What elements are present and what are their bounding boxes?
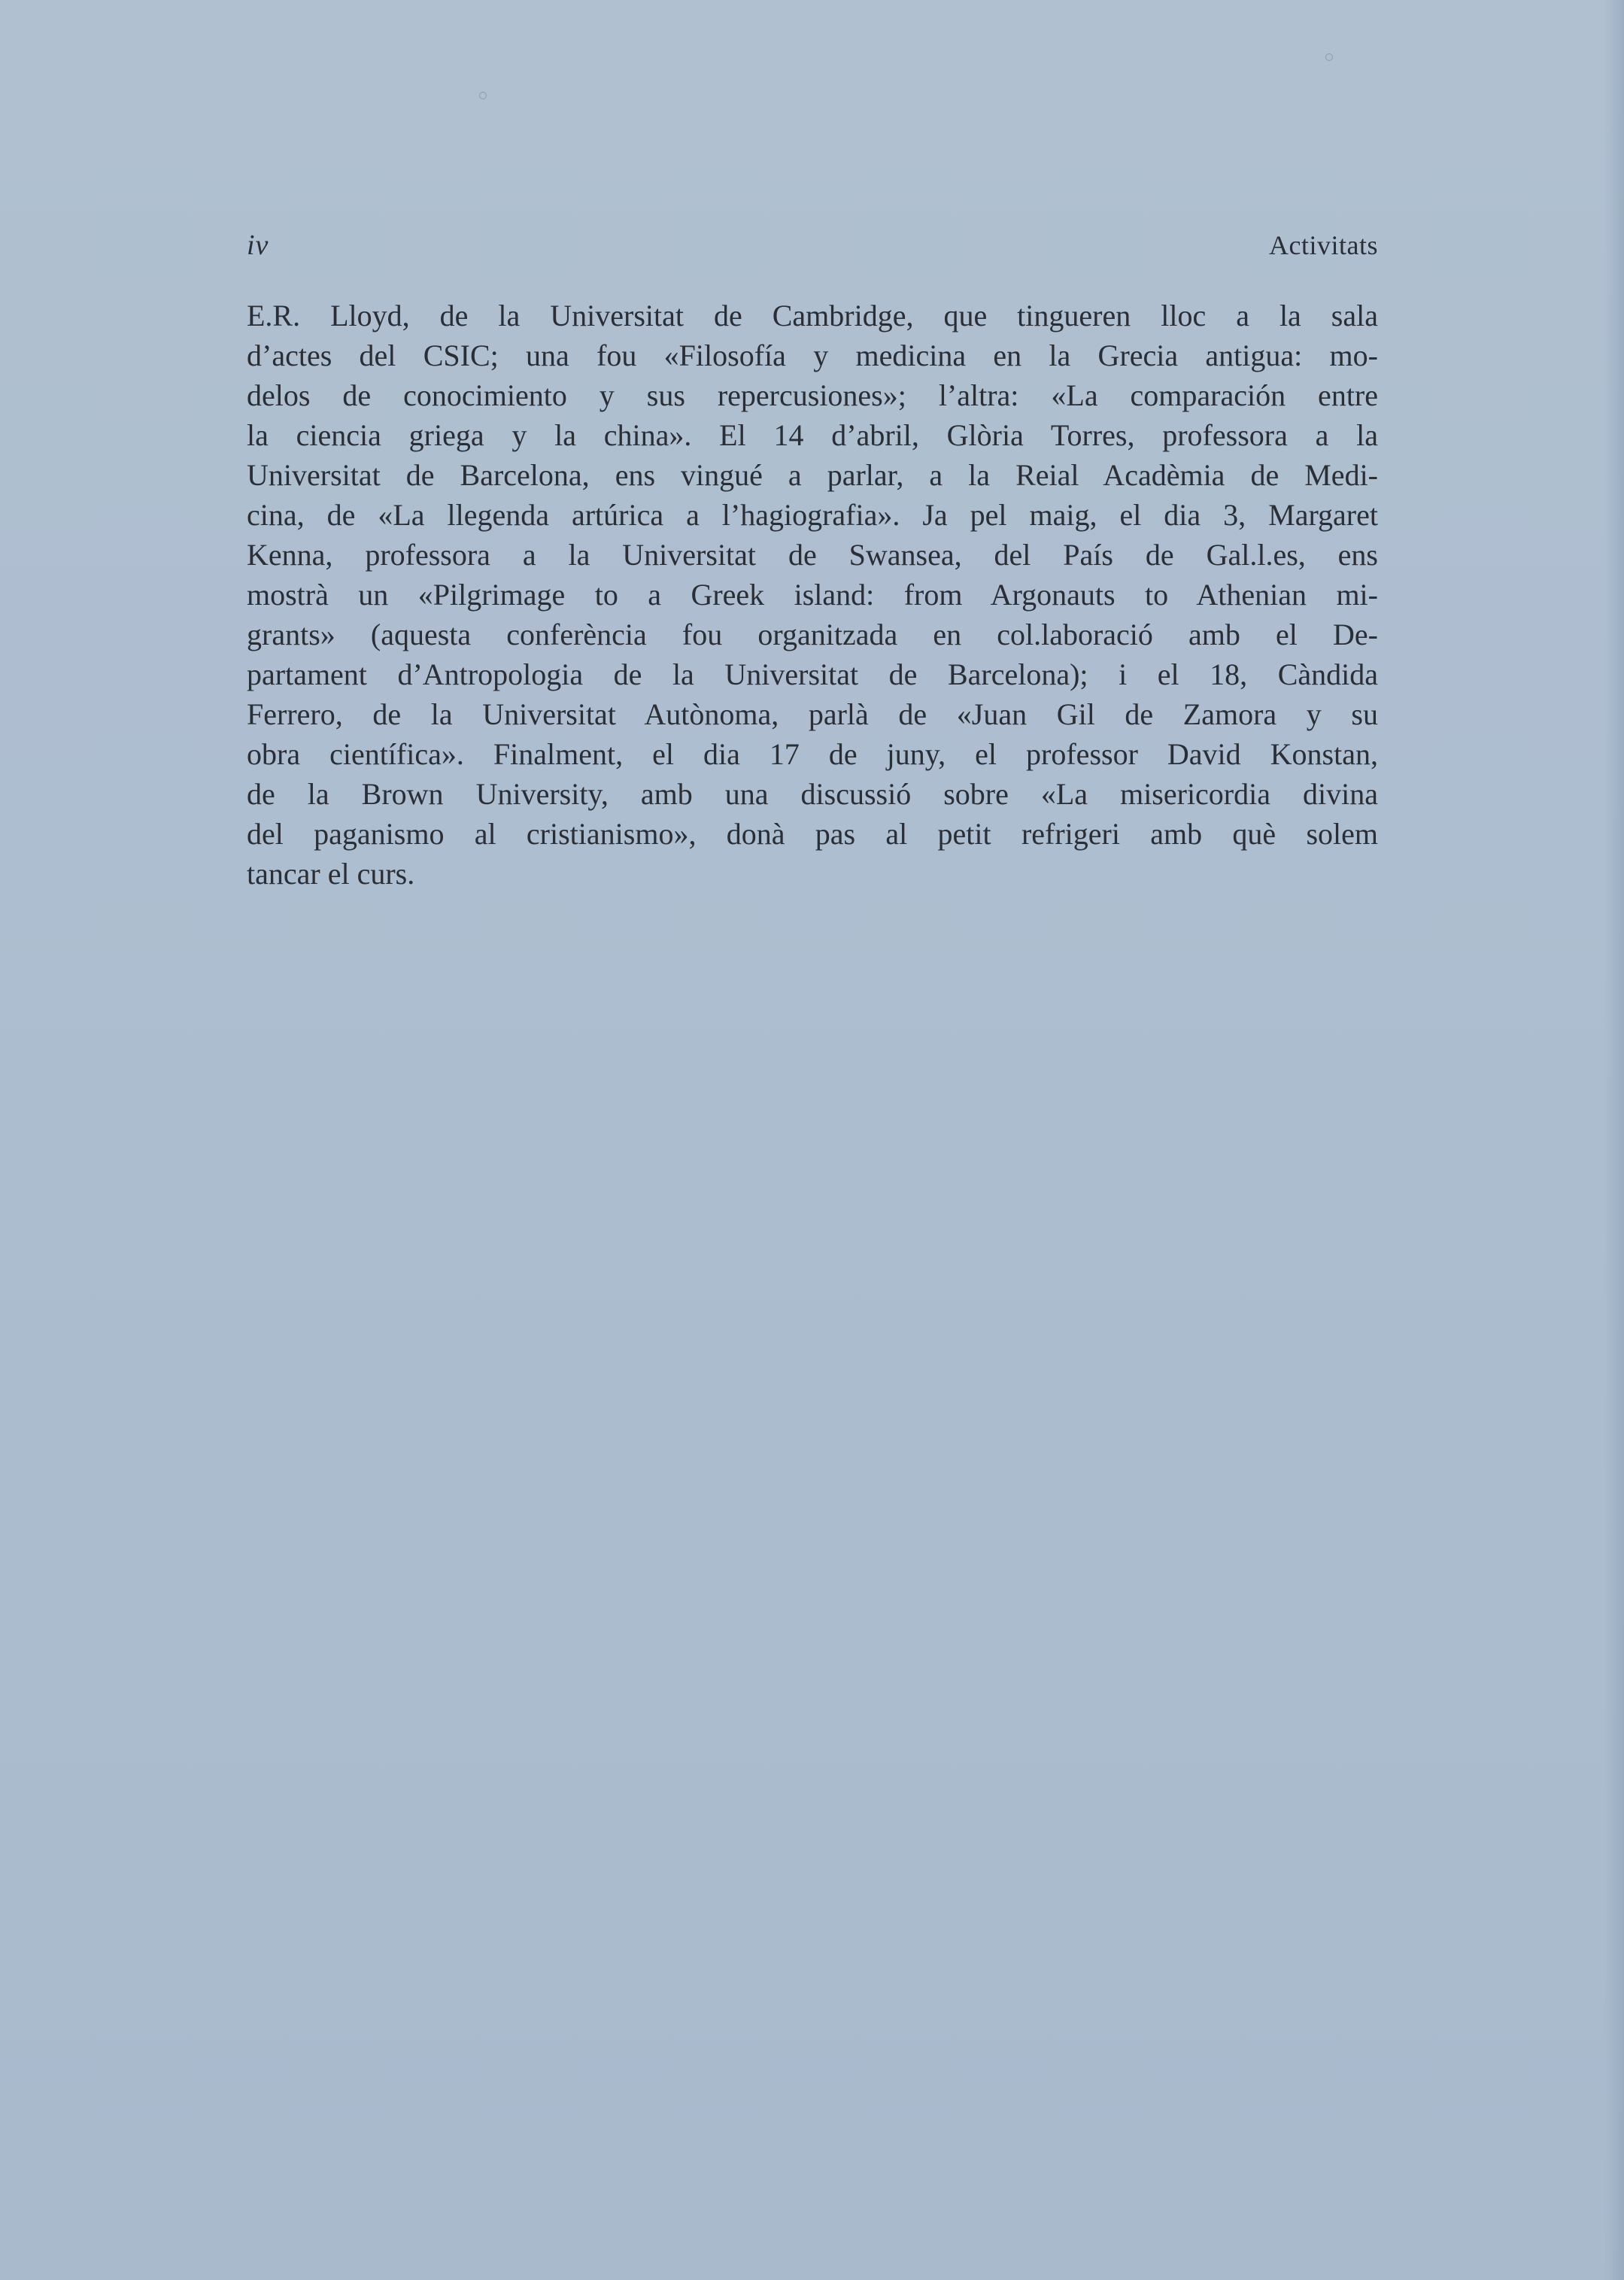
text-line: E.R. Lloyd, de la Universitat de Cambridge, que tingueren lloc a la sala <box>247 299 1378 332</box>
scan-speck <box>1325 53 1333 61</box>
text-line: tancar el curs. <box>247 857 415 891</box>
text-line: de la Brown University, amb una discussió sobre «La misericordia divina <box>247 777 1378 811</box>
text-line: partament d’Antropologia de la Universitat de Barcelona); i el 18, Càndida <box>247 657 1378 691</box>
text-line: Kenna, professora a la Universitat de Swansea, del País de Gal.l.es, ens <box>247 538 1378 572</box>
scan-speck <box>479 92 487 99</box>
running-title: Activitats <box>1269 230 1378 260</box>
text-line: d’actes del CSIC; una fou «Filosofía y medicina en la Grecia antigua: mo- <box>247 339 1378 372</box>
text-line: cina, de «La llegenda artúrica a l’hagiografia». Ja pel maig, el dia 3, Margaret <box>247 498 1378 532</box>
text-line: del paganismo al cristianismo», donà pas al petit refrigeri amb què solem <box>247 817 1378 851</box>
text-line: grants» (aquesta conferència fou organitzada en col.laboració amb el De- <box>247 618 1378 651</box>
running-header <box>247 223 1378 268</box>
page-number: iv <box>247 229 269 261</box>
text-line: mostrà un «Pilgrimage to a Greek island: from Argonauts to Athenian mi- <box>247 578 1378 612</box>
page-edge-shadow <box>1604 0 1624 2280</box>
text-line: Universitat de Barcelona, ens vingué a parlar, a la Reial Acadèmia de Medi- <box>247 458 1378 492</box>
body-paragraph <box>247 296 1378 894</box>
text-line: delos de conocimiento y sus repercusiones»; l’altra: «La comparación entre <box>247 378 1378 412</box>
text-line: la ciencia griega y la china». El 14 d’abril, Glòria Torres, professora a la <box>247 418 1378 452</box>
text-line: obra científica». Finalment, el dia 17 de juny, el professor David Konstan, <box>247 737 1378 771</box>
text-line: Ferrero, de la Universitat Autònoma, parlà de «Juan Gil de Zamora y su <box>247 697 1378 731</box>
